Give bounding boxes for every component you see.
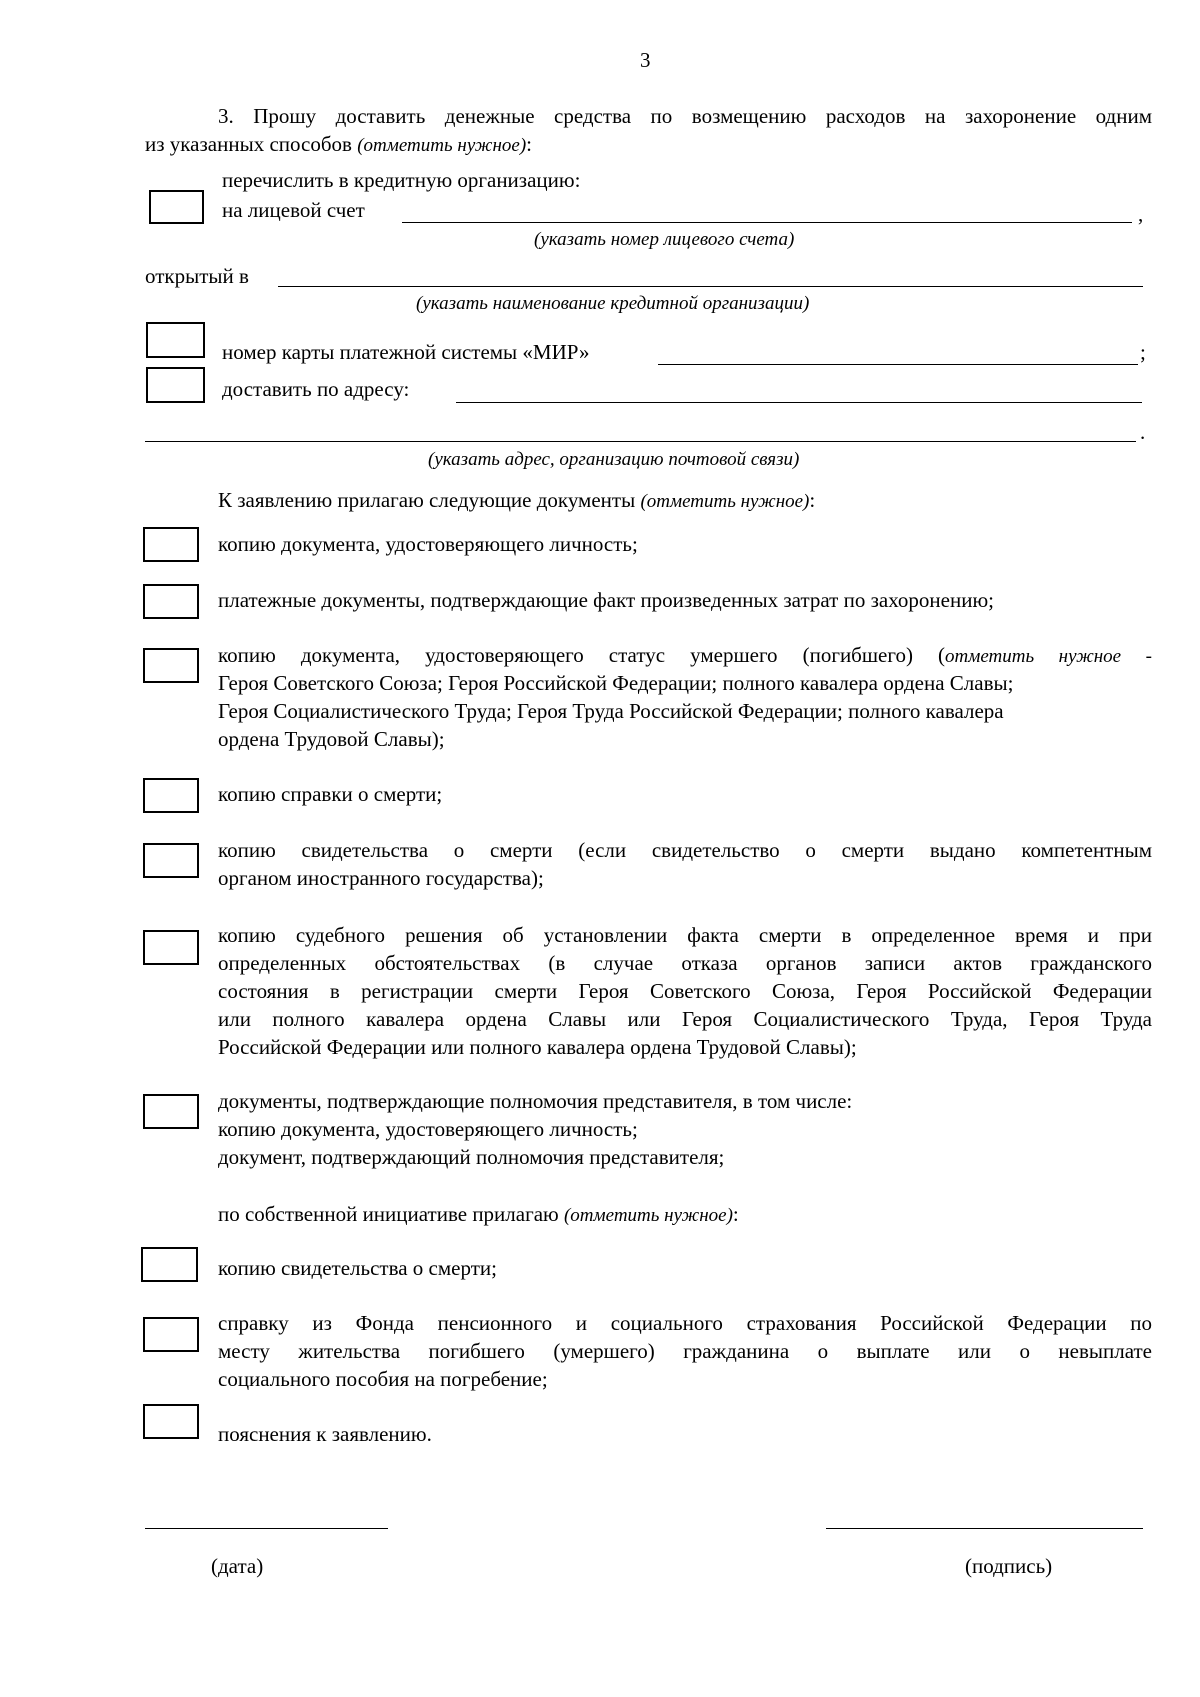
foreign-certificate-checkbox[interactable]	[143, 843, 199, 878]
death-reference-label: копию справки о смерти;	[218, 782, 443, 806]
signature-underline	[826, 1528, 1143, 1529]
representative-docs-checkbox[interactable]	[143, 1094, 199, 1129]
status-doc-line1: копию документа, удостоверяющего статус умершего (погибшего) (отметить нужное -	[218, 643, 1152, 667]
account-label: на лицевой счет	[222, 198, 365, 222]
court-decision-line3: состояния в регистрации смерти Героя Советского Союза, Героя Российской Федерации	[218, 979, 1152, 1003]
page-number: 3	[640, 48, 651, 72]
address-underline-2	[145, 441, 1136, 442]
status-doc-line2: Героя Советского Союза; Героя Российской Федерации; полного кавалера ордена Славы;	[218, 671, 1014, 695]
address-field-1[interactable]	[456, 376, 1142, 402]
fund-certificate-checkbox[interactable]	[143, 1317, 199, 1352]
signature-caption: (подпись)	[965, 1554, 1053, 1578]
bank-name-field[interactable]	[278, 260, 1143, 286]
foreign-certificate-line1: копию свидетельства о смерти (если свидетельство о смерти выдано компетентным	[218, 838, 1152, 862]
representative-docs-line2: копию документа, удостоверяющего личность;	[218, 1117, 638, 1141]
own-initiative-intro: по собственной инициативе прилагаю (отметить нужное):	[218, 1202, 739, 1226]
fund-certificate-line2: месту жительства погибшего (умершего) гражданина о выплате или о невыплате	[218, 1339, 1152, 1363]
payment-docs-checkbox[interactable]	[143, 584, 199, 619]
representative-docs-line1: документы, подтверждающие полномочия представителя, в том числе:	[218, 1089, 853, 1113]
mir-card-checkbox[interactable]	[146, 322, 205, 358]
representative-docs-line3: документ, подтверждающий полномочия представителя;	[218, 1145, 725, 1169]
account-trailer: ,	[1138, 202, 1144, 226]
court-decision-checkbox[interactable]	[143, 930, 199, 965]
account-number-field[interactable]	[402, 196, 1132, 222]
transfer-label: перечислить в кредитную организацию:	[222, 168, 581, 192]
section-3-intro-line1: 3. Прошу доставить денежные средства по возмещению расходов на захоронение одним	[218, 104, 1152, 128]
address-field-2[interactable]	[145, 415, 1136, 441]
status-doc-line4: ордена Трудовой Славы);	[218, 727, 445, 751]
account-underline	[402, 222, 1132, 223]
court-decision-line4: или полного кавалера ордена Славы или Героя Социалистического Труда, Героя Труда	[218, 1007, 1152, 1031]
mir-card-underline	[658, 364, 1138, 365]
signature-field[interactable]	[826, 1502, 1143, 1528]
foreign-certificate-line2: органом иностранного государства);	[218, 866, 544, 890]
date-caption: (дата)	[211, 1554, 264, 1578]
section-3-intro-line2: из указанных способов (отметить нужное):	[145, 132, 532, 156]
address-underline-1	[456, 402, 1142, 403]
delivery-hint: (указать адрес, организацию почтовой связи)	[428, 449, 800, 470]
mir-card-label: номер карты платежной системы «МИР»	[222, 340, 590, 364]
mir-card-field[interactable]	[658, 338, 1138, 364]
id-copy-label: копию документа, удостоверяющего личность;	[218, 532, 638, 556]
transfer-checkbox[interactable]	[149, 190, 204, 224]
explanations-checkbox[interactable]	[143, 1404, 199, 1439]
fund-certificate-line1: справку из Фонда пенсионного и социального страхования Российской Федерации по	[218, 1311, 1152, 1335]
own-death-certificate-checkbox[interactable]	[141, 1247, 198, 1282]
date-underline	[145, 1528, 388, 1529]
opened-in-label: открытый в	[145, 264, 249, 288]
status-doc-line3: Героя Социалистического Труда; Героя Труда Российской Федерации; полного кавалера	[218, 699, 1004, 723]
delivery-checkbox[interactable]	[146, 367, 205, 403]
court-decision-line1: копию судебного решения об установлении факта смерти в определенное время и при	[218, 923, 1152, 947]
id-copy-checkbox[interactable]	[143, 527, 199, 562]
death-reference-checkbox[interactable]	[143, 778, 199, 813]
date-field[interactable]	[145, 1502, 388, 1528]
mir-card-trailer: ;	[1140, 340, 1146, 364]
delivery-label: доставить по адресу:	[222, 377, 410, 401]
delivery-trailer: .	[1140, 420, 1146, 444]
fund-certificate-line3: социального пособия на погребение;	[218, 1367, 548, 1391]
bank-underline	[278, 286, 1143, 287]
account-hint: (указать номер лицевого счета)	[534, 229, 795, 250]
payment-docs-label: платежные документы, подтверждающие факт произведенных затрат по захоронению;	[218, 588, 994, 612]
court-decision-line5: Российской Федерации или полного кавалера ордена Трудовой Славы);	[218, 1035, 857, 1059]
attachments-intro: К заявлению прилагаю следующие документы (отметить нужное):	[218, 488, 816, 512]
status-doc-checkbox[interactable]	[143, 648, 199, 683]
explanations-label: пояснения к заявлению.	[218, 1422, 432, 1446]
court-decision-line2: определенных обстоятельствах (в случае отказа органов записи актов гражданского	[218, 951, 1152, 975]
bank-hint: (указать наименование кредитной организации)	[416, 293, 810, 314]
own-death-certificate-label: копию свидетельства о смерти;	[218, 1256, 497, 1280]
